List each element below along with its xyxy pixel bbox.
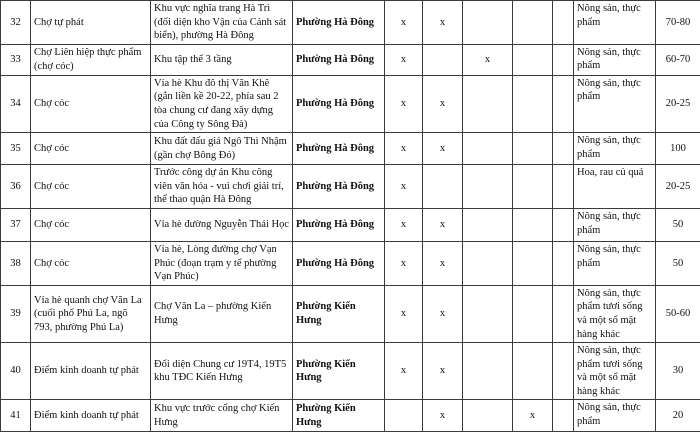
mark-cell [553, 133, 574, 165]
area-value: 70-80 [656, 1, 700, 45]
mark-cell [463, 208, 513, 241]
market-name: Chợ cóc [31, 241, 151, 285]
mark-cell [423, 44, 463, 75]
ward-name: Phường Hà Đông [293, 44, 385, 75]
row-number: 39 [1, 285, 31, 342]
mark-cell [553, 285, 574, 342]
mark-cell: x [513, 400, 553, 432]
market-location: Trước công dự án Khu công viên văn hóa - vui chơi giải trí, thể thao quận Hà Đông [151, 165, 293, 209]
mark-cell [513, 208, 553, 241]
goods-type: Nông sản, thực phẩm [574, 400, 656, 432]
ward-name: Phường Hà Đông [293, 165, 385, 209]
mark-cell [553, 44, 574, 75]
market-name: Chợ Liên hiệp thực phẩm (chợ cóc) [31, 44, 151, 75]
mark-cell: x [423, 208, 463, 241]
area-value: 60-70 [656, 44, 700, 75]
mark-cell [553, 1, 574, 45]
mark-cell: x [423, 133, 463, 165]
ward-name: Phường Hà Đông [293, 133, 385, 165]
mark-cell [553, 208, 574, 241]
goods-type: Nông sản, thực phẩm [574, 75, 656, 132]
mark-cell: x [385, 208, 423, 241]
ward-name: Phường Hà Đông [293, 241, 385, 285]
row-number: 33 [1, 44, 31, 75]
row-number: 37 [1, 208, 31, 241]
mark-cell [423, 165, 463, 209]
mark-cell [463, 165, 513, 209]
mark-cell [553, 165, 574, 209]
mark-cell: x [423, 241, 463, 285]
area-value: 20-25 [656, 165, 700, 209]
area-value: 50 [656, 241, 700, 285]
ward-name: Phường Hà Đông [293, 75, 385, 132]
mark-cell [513, 133, 553, 165]
mark-cell [553, 400, 574, 432]
mark-cell: x [423, 285, 463, 342]
mark-cell: x [385, 1, 423, 45]
mark-cell: x [385, 75, 423, 132]
market-location: Khu tập thể 3 tầng [151, 44, 293, 75]
table-row [1, 343, 700, 400]
row-number: 41 [1, 400, 31, 432]
mark-cell: x [385, 44, 423, 75]
mark-cell: x [423, 1, 463, 45]
goods-type: Nông sản, thực phẩm [574, 44, 656, 75]
market-name: Điểm kinh doanh tự phát [31, 400, 151, 432]
market-name: Điểm kinh doanh tự phát [31, 343, 151, 400]
market-name: Chợ cóc [31, 133, 151, 165]
mark-cell [513, 241, 553, 285]
goods-type: Nông sản, thực phẩm [574, 133, 656, 165]
table-row [1, 75, 700, 132]
row-number: 38 [1, 241, 31, 285]
mark-cell [513, 1, 553, 45]
mark-cell [463, 285, 513, 342]
goods-type: Hoa, rau củ quả [574, 165, 656, 209]
row-number: 40 [1, 343, 31, 400]
table-row [1, 133, 700, 165]
mark-cell [463, 133, 513, 165]
table-row [1, 44, 700, 75]
mark-cell [553, 343, 574, 400]
mark-cell [463, 241, 513, 285]
mark-cell [553, 241, 574, 285]
mark-cell [463, 343, 513, 400]
area-value: 20 [656, 400, 700, 432]
mark-cell [513, 75, 553, 132]
mark-cell: x [385, 165, 423, 209]
row-number: 32 [1, 1, 31, 45]
market-location: Vỉa hè, Lòng đường chợ Vạn Phúc (đoạn trạm y tế phường Vạn Phúc) [151, 241, 293, 285]
row-number: 36 [1, 165, 31, 209]
mark-cell: x [385, 241, 423, 285]
market-name: Chợ cóc [31, 165, 151, 209]
market-location: Chợ Văn La – phường Kiến Hưng [151, 285, 293, 342]
area-value: 100 [656, 133, 700, 165]
table-row [1, 165, 700, 209]
market-name: Chợ cóc [31, 75, 151, 132]
goods-type: Nông sản, thực phẩm [574, 208, 656, 241]
table-row [1, 285, 700, 342]
market-location: Khu vực trước cổng chợ Kiến Hưng [151, 400, 293, 432]
goods-type: Nông sản, thực phẩm tươi sống và một số mặt hàng khác [574, 343, 656, 400]
market-name: Chợ cóc [31, 208, 151, 241]
table-body [1, 1, 700, 432]
mark-cell [513, 343, 553, 400]
goods-type: Nông sản, thực phẩm [574, 241, 656, 285]
ward-name: Phường Kiến Hưng [293, 343, 385, 400]
mark-cell: x [385, 285, 423, 342]
mark-cell [513, 44, 553, 75]
mark-cell [553, 75, 574, 132]
mark-cell: x [423, 75, 463, 132]
mark-cell: x [423, 400, 463, 432]
mark-cell [463, 75, 513, 132]
market-location: Đối diện Chung cư 19T4, 19T5 khu TĐC Kiến Hưng [151, 343, 293, 400]
area-value: 30 [656, 343, 700, 400]
area-value: 50 [656, 208, 700, 241]
row-number: 34 [1, 75, 31, 132]
table-row [1, 400, 700, 432]
goods-type: Nông sản, thực phẩm tươi sống và một số mặt hàng khác [574, 285, 656, 342]
mark-cell: x [385, 133, 423, 165]
mark-cell: x [385, 343, 423, 400]
area-value: 50-60 [656, 285, 700, 342]
mark-cell [463, 1, 513, 45]
ward-name: Phường Kiến Hưng [293, 400, 385, 432]
market-location: Vỉa hè đường Nguyễn Thái Học [151, 208, 293, 241]
row-number: 35 [1, 133, 31, 165]
table-row [1, 208, 700, 241]
market-name: Vỉa hè quanh chợ Văn La (cuối phố Phú La, ngõ 793, phường Phú La) [31, 285, 151, 342]
market-location: Khu vực nghĩa trang Hà Trì (đối diện kho Vận của Cảnh sát biển), phường Hà Đông [151, 1, 293, 45]
mark-cell [385, 400, 423, 432]
mark-cell [513, 165, 553, 209]
goods-type: Nông sản, thực phẩm [574, 1, 656, 45]
mark-cell: x [423, 343, 463, 400]
table-row [1, 1, 700, 45]
area-value: 20-25 [656, 75, 700, 132]
ward-name: Phường Hà Đông [293, 1, 385, 45]
mark-cell [513, 285, 553, 342]
ward-name: Phường Kiến Hưng [293, 285, 385, 342]
market-location: Vỉa hè Khu đô thị Văn Khê (gắn liền kề 20-22, phía sau 2 tòa chung cư đang xây dựng của Công ty Sông Đà) [151, 75, 293, 132]
market-location: Khu đất đấu giá Ngô Thì Nhậm (gần chợ Bông Đỏ) [151, 133, 293, 165]
mark-cell [463, 400, 513, 432]
mark-cell: x [463, 44, 513, 75]
table-row [1, 241, 700, 285]
ward-name: Phường Hà Đông [293, 208, 385, 241]
market-name: Chợ tự phát [31, 1, 151, 45]
